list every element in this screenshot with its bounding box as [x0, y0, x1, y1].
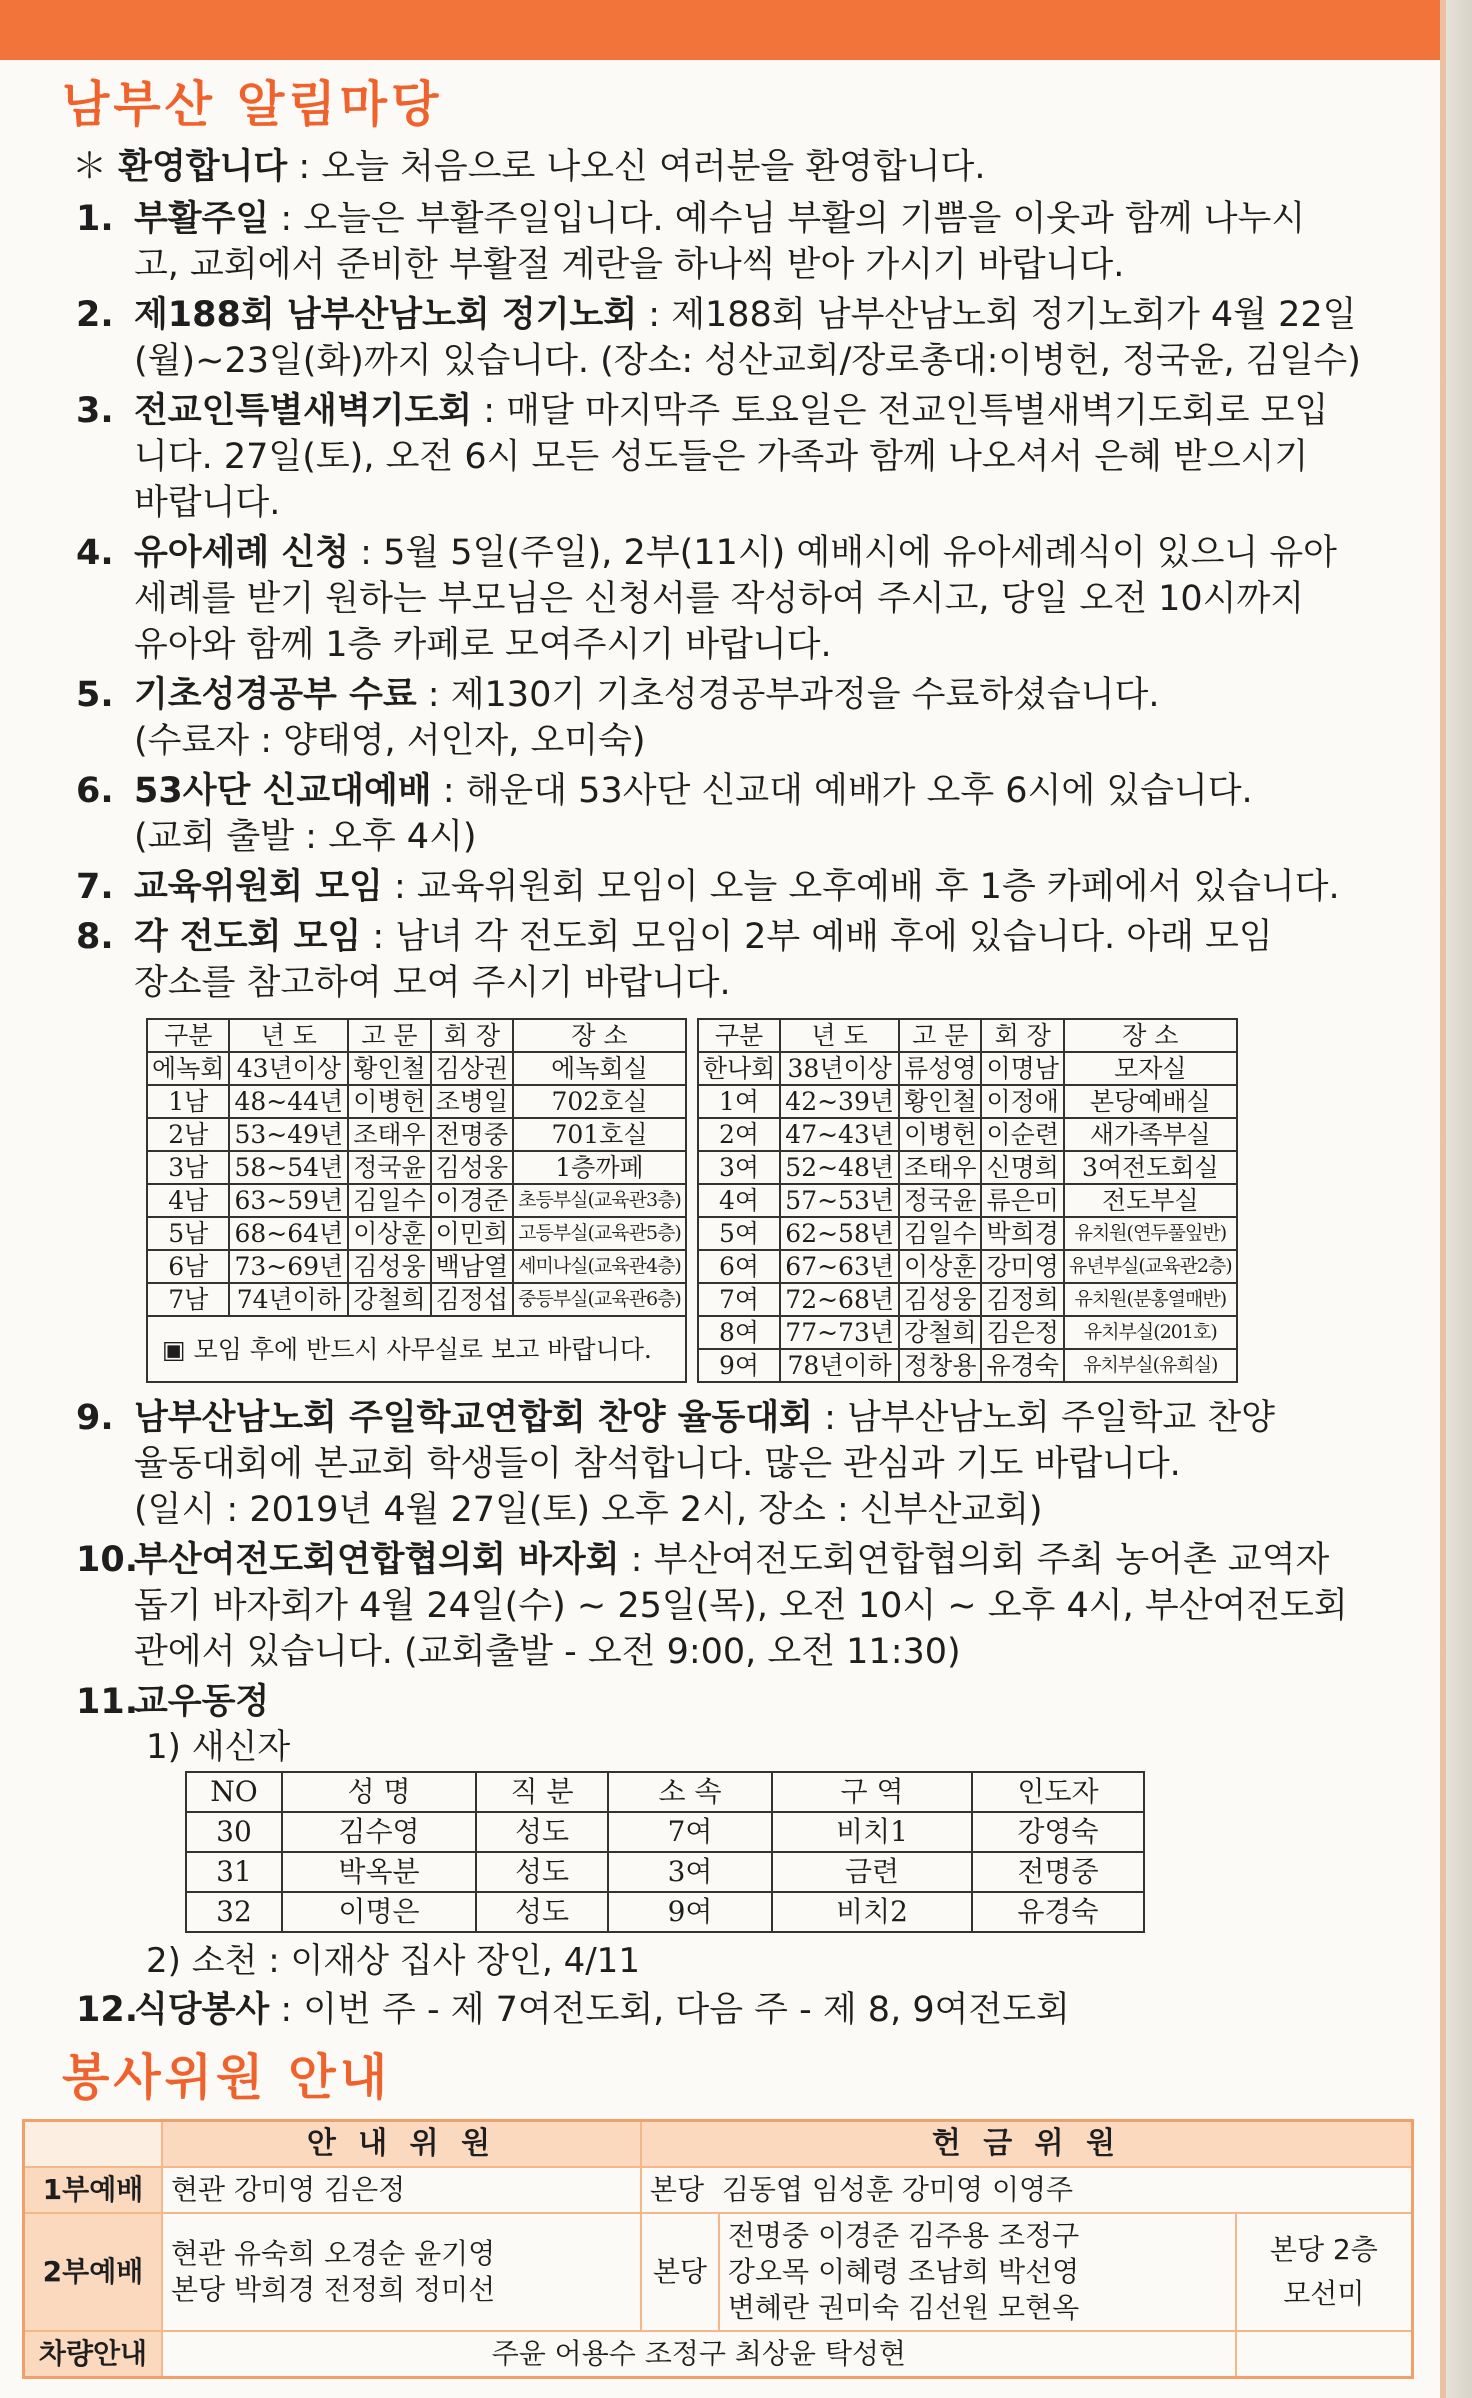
- newcomer-cell: 강영숙: [972, 1812, 1144, 1852]
- notice-items-9-11: [62, 1395, 1382, 1725]
- item-number: 2.: [76, 295, 114, 335]
- newcomer-cell: 9여: [608, 1892, 772, 1932]
- item-head: 식당봉사: [134, 1990, 270, 2030]
- item-text: 제188회 남부산남노회 정기노회가 4월 22일: [671, 295, 1357, 335]
- newcomer-cell: 유경숙: [972, 1892, 1144, 1932]
- meetings-row: [147, 1085, 1237, 1118]
- item-number: 9.: [76, 1398, 114, 1438]
- item-text: 해운대 53사단 신교대 예배가 오후 6시에 있습니다.: [465, 771, 1253, 811]
- item-text: 교육위원회 모임이 오늘 오후예배 후 1층 카페에서 있습니다.: [416, 867, 1340, 907]
- meetings-cell: 1층까페: [513, 1151, 686, 1184]
- meetings-cell: 정창용: [899, 1349, 981, 1382]
- vehicle-names: 주윤 어용수 조정구 최상윤 탁성현: [162, 2331, 1236, 2378]
- meetings-cell: 62~58년: [780, 1217, 899, 1250]
- meetings-cell: 2남: [147, 1118, 229, 1151]
- meetings-cell: 3여: [698, 1151, 780, 1184]
- newcomer-header: NO: [186, 1772, 282, 1812]
- meetings-cell: 이병헌: [348, 1085, 430, 1118]
- meetings-cell: 김정섭: [431, 1283, 513, 1316]
- item-line: 장소를 참고하여 모여 주시기 바랍니다.: [134, 963, 731, 1003]
- meetings-cell: 68~64년: [229, 1217, 348, 1250]
- newcomer-cell: 전명중: [972, 1852, 1144, 1892]
- newcomer-cell: 박옥분: [282, 1852, 476, 1892]
- item-line: [134, 672, 1382, 718]
- row2-place: 본당: [641, 2213, 719, 2331]
- item-text: 부산여전도회연합협의회 주최 농어촌 교역자: [653, 1540, 1330, 1580]
- row-label-1: 1부예배: [24, 2167, 163, 2213]
- meetings-cell: 유년부실(교육관2층): [1064, 1250, 1237, 1283]
- meetings-cell: 1남: [147, 1085, 229, 1118]
- meetings-cell: 중등부실(교육관6층): [513, 1283, 686, 1316]
- meetings-cell: 정국윤: [348, 1151, 430, 1184]
- item-number: 4.: [76, 533, 114, 573]
- meetings-gap: [686, 1085, 698, 1118]
- vehicle-blank: [1236, 2331, 1413, 2378]
- meetings-cell: 유치원(연두풀잎반): [1064, 1217, 1237, 1250]
- notice-item-12: [62, 1987, 1382, 2033]
- meetings-row: [147, 1250, 1237, 1283]
- meetings-cell: 김일수: [899, 1217, 981, 1250]
- notice-item-6: [62, 768, 1382, 860]
- item-line: [134, 196, 1382, 242]
- item-number: 8.: [76, 917, 114, 957]
- meetings-gap: [686, 1316, 698, 1349]
- death-notice: 2) 소천 : 이재상 집사 장인, 4/11: [146, 1941, 640, 1981]
- newcomer-row: [186, 1852, 1144, 1892]
- item-number: 12.: [76, 1990, 139, 2030]
- colon: :: [619, 1540, 654, 1580]
- newcomer-header: 구 역: [772, 1772, 972, 1812]
- newcomer-cell: 금련: [772, 1852, 972, 1892]
- meetings-cell: 78년이하: [780, 1349, 899, 1382]
- item-number: 7.: [76, 867, 114, 907]
- welcome-head: 환영합니다: [118, 147, 288, 187]
- meetings-cell: 702호실: [513, 1085, 686, 1118]
- welcome-line: [72, 142, 1382, 192]
- meetings-row: [147, 1184, 1237, 1217]
- newcomer-label: 1) 새신자: [146, 1727, 291, 1767]
- item-line: [134, 1537, 1382, 1583]
- item-head: 부산여전도회연합협의회 바자회: [134, 1540, 620, 1580]
- newcomer-cell: 3여: [608, 1852, 772, 1892]
- meetings-cell: 6남: [147, 1250, 229, 1283]
- meetings-cell: 4남: [147, 1184, 229, 1217]
- meetings-cell: 김성웅: [431, 1151, 513, 1184]
- meetings-cell: 이민희: [431, 1217, 513, 1250]
- meetings-cell: 42~39년: [780, 1085, 899, 1118]
- newcomer-row: [186, 1892, 1144, 1932]
- meetings-note: [147, 1316, 686, 1382]
- item-head: 기초성경공부 수료: [134, 675, 417, 715]
- notice-item-1: [62, 196, 1382, 288]
- meetings-cell: 김정희: [981, 1283, 1063, 1316]
- row2-offering: [719, 2213, 1236, 2331]
- row1-offering-names: 김동엽 임성훈 강미영 이영주: [721, 2173, 1074, 2206]
- meetings-cell: 유치부실(유희실): [1064, 1349, 1237, 1382]
- meetings-row: [147, 1217, 1237, 1250]
- row2-offering-1: 전명중 이경준 김주용 조정구: [727, 2219, 1080, 2252]
- newcomer-cell: 비치2: [772, 1892, 972, 1932]
- meetings-header: 장 소: [513, 1019, 686, 1052]
- item-line: [134, 914, 1382, 960]
- meetings-cell: 58~54년: [229, 1151, 348, 1184]
- notice-item-7: [62, 864, 1382, 910]
- item-number: 3.: [76, 391, 114, 431]
- meetings-row: [147, 1283, 1237, 1316]
- item-text: 오늘은 부활주일입니다. 예수님 부활의 기쁨을 이웃과 함께 나누시: [303, 199, 1306, 239]
- newcomer-header-row: [186, 1772, 1144, 1812]
- colon: :: [269, 199, 304, 239]
- row2-extra-2: 모선미: [1283, 2277, 1365, 2310]
- item-head: 교육위원회 모임: [134, 867, 383, 907]
- meetings-cell: 이순련: [981, 1118, 1063, 1151]
- meetings-cell: 3남: [147, 1151, 229, 1184]
- notice-item-5: [62, 672, 1382, 764]
- item-line: 바랍니다.: [134, 483, 281, 523]
- newcomer-cell: 32: [186, 1892, 282, 1932]
- asterisk: ＊: [72, 147, 108, 187]
- meetings-cell: 정국윤: [899, 1184, 981, 1217]
- meetings-header: 년 도: [780, 1019, 899, 1052]
- meetings-header: 회 장: [431, 1019, 513, 1052]
- meetings-cell: 류성영: [899, 1052, 981, 1085]
- item-head: 남부산남노회 주일학교연합회 찬양 율동대회: [134, 1398, 813, 1438]
- meetings-gap: [686, 1250, 698, 1283]
- meetings-cell: 김은정: [981, 1316, 1063, 1349]
- note-text: 모임 후에 반드시 사무실로 보고 바랍니다.: [193, 1334, 652, 1364]
- item-number: 10.: [76, 1540, 139, 1580]
- colon: :: [298, 147, 322, 187]
- colon: :: [416, 675, 451, 715]
- meetings-row: [147, 1118, 1237, 1151]
- meetings-gap: [686, 1349, 698, 1382]
- newcomer-cell: 31: [186, 1852, 282, 1892]
- meetings-cell: 4여: [698, 1184, 780, 1217]
- item-text: 남녀 각 전도회 모임이 2부 예배 후에 있습니다. 아래 모임: [395, 917, 1273, 957]
- offering-header: 헌 금 위 원: [641, 2121, 1413, 2168]
- item-text: 5월 5일(주일), 2부(11시) 예배시에 유아세례식이 있으니 유아: [383, 533, 1337, 573]
- item-line: 율동대회에 본교회 학생들이 참석합니다. 많은 관심과 기도 바랍니다.: [134, 1444, 1181, 1484]
- notice-item-12: [62, 1987, 1382, 2033]
- newcomer-cell: 성도: [476, 1812, 608, 1852]
- meetings-cell: 에녹회실: [513, 1052, 686, 1085]
- newcomer-header: 인도자: [972, 1772, 1144, 1812]
- item-line: [134, 1679, 1382, 1725]
- newcomer-header: 소 속: [608, 1772, 772, 1812]
- meetings-cell: 6여: [698, 1250, 780, 1283]
- item-line: (수료자 : 양태영, 서인자, 오미숙): [134, 721, 646, 761]
- newcomer-cell: 30: [186, 1812, 282, 1852]
- row2-guide: [162, 2213, 641, 2331]
- meetings-header: 구분: [147, 1019, 229, 1052]
- notices-title: 남부산 알림마당: [62, 76, 443, 133]
- meetings-cell: 8여: [698, 1316, 780, 1349]
- newcomer-cell: 성도: [476, 1892, 608, 1932]
- meetings-cell: 신명희: [981, 1151, 1063, 1184]
- meetings-cell: 조태우: [899, 1151, 981, 1184]
- meetings-cell: 74년이하: [229, 1283, 348, 1316]
- notice-item-11: [62, 1679, 1382, 1725]
- meetings-cell: 강미영: [981, 1250, 1063, 1283]
- meetings-cell: 유경숙: [981, 1349, 1063, 1382]
- item-head: 부활주일: [134, 199, 270, 239]
- meetings-cell: 조태우: [348, 1118, 430, 1151]
- meetings-row: [147, 1052, 1237, 1085]
- colon: :: [472, 391, 507, 431]
- meetings-cell: 백남열: [431, 1250, 513, 1283]
- item-line: 유아와 함께 1층 카페로 모여주시기 바랍니다.: [134, 625, 832, 665]
- newcomer-cell: 7여: [608, 1812, 772, 1852]
- newcomer-row: [186, 1812, 1144, 1852]
- item-line: 고, 교회에서 준비한 부활절 계란을 하나씩 받아 가시기 바랍니다.: [134, 245, 1125, 285]
- meetings-cell: 김성웅: [899, 1283, 981, 1316]
- item-head: 유아세례 신청: [134, 533, 350, 573]
- meetings-cell: 이상훈: [348, 1217, 430, 1250]
- meetings-cell: 1여: [698, 1085, 780, 1118]
- meetings-cell: 김성웅: [348, 1250, 430, 1283]
- newcomer-cell: 김수영: [282, 1812, 476, 1852]
- meetings-cell: 전도부실: [1064, 1184, 1237, 1217]
- notice-item-9: [62, 1395, 1382, 1533]
- item-line: [134, 1395, 1382, 1441]
- newcomer-cell: 비치1: [772, 1812, 972, 1852]
- meetings-cell: 초등부실(교육관3층): [513, 1184, 686, 1217]
- meetings-header: 고 문: [899, 1019, 981, 1052]
- meetings-cell: 52~48년: [780, 1151, 899, 1184]
- colon: :: [349, 533, 384, 573]
- meetings-cell: 강철희: [899, 1316, 981, 1349]
- meetings-cell: 이상훈: [899, 1250, 981, 1283]
- item-line: [134, 388, 1382, 434]
- meetings-cell: 63~59년: [229, 1184, 348, 1217]
- top-orange-bar: [0, 0, 1440, 60]
- notice-item-10: [62, 1537, 1382, 1675]
- meetings-header: 장 소: [1064, 1019, 1237, 1052]
- item-text: 제130기 기초성경공부과정을 수료하셨습니다.: [450, 675, 1160, 715]
- meetings-cell: 3여전도회실: [1064, 1151, 1237, 1184]
- item-number: 11.: [76, 1682, 139, 1722]
- welcome-text: 오늘 처음으로 나오신 여러분을 환영합니다.: [321, 147, 986, 187]
- item-number: 6.: [76, 771, 114, 811]
- meetings-cell: 72~68년: [780, 1283, 899, 1316]
- meetings-cell: 43년이상: [229, 1052, 348, 1085]
- row2-extra-1: 본당 2층: [1269, 2233, 1378, 2266]
- meetings-cell: 유치원(분홍열매반): [1064, 1283, 1237, 1316]
- meetings-cell: 5남: [147, 1217, 229, 1250]
- note-icon: ▣: [162, 1334, 186, 1364]
- item-head: 교우동정: [134, 1682, 270, 1722]
- item-number: 5.: [76, 675, 114, 715]
- item-line: 세례를 받기 원하는 부모님은 신청서를 작성하여 주시고, 당일 오전 10시까지: [134, 579, 1305, 619]
- meetings-gap: [686, 1184, 698, 1217]
- meetings-cell: 고등부실(교육관5층): [513, 1217, 686, 1250]
- meetings-cell: 황인철: [899, 1085, 981, 1118]
- item-text: 매달 마지막주 토요일은 전교인특별새벽기도회로 모입: [506, 391, 1329, 431]
- item-head: 제188회 남부산남노회 정기노회: [134, 295, 638, 335]
- item-text: 이번 주 - 제 7여전도회, 다음 주 - 제 8, 9여전도회: [303, 1990, 1070, 2030]
- notice-item-8: [62, 914, 1382, 1006]
- item-line: [134, 292, 1382, 338]
- item-number: 1.: [76, 199, 114, 239]
- meetings-cell: 701호실: [513, 1118, 686, 1151]
- item-line: 니다. 27일(토), 오전 6시 모든 성도들은 가족과 함께 나오셔서 은혜 받으시기: [134, 437, 1309, 477]
- guide-header: 안 내 위 원: [162, 2121, 641, 2168]
- meetings-gap: [686, 1217, 698, 1250]
- meetings-table: [146, 1018, 1238, 1383]
- item-line: 관에서 있습니다. (교회출발 - 오전 9:00, 오전 11:30): [134, 1632, 961, 1672]
- meetings-cell: 황인철: [348, 1052, 430, 1085]
- meetings-gap: [686, 1151, 698, 1184]
- item-text: 남부산남노회 주일학교 찬양: [847, 1398, 1275, 1438]
- service-title: 봉사위원 안내: [62, 2049, 392, 2106]
- row2-offering-2: 강오목 이혜령 조남희 박선영: [727, 2255, 1080, 2288]
- meetings-cell: 이명남: [981, 1052, 1063, 1085]
- page-edge: [1440, 0, 1472, 2398]
- meetings-cell: 새가족부실: [1064, 1118, 1237, 1151]
- meetings-gap: [686, 1118, 698, 1151]
- colon: :: [382, 867, 417, 907]
- colon: :: [431, 771, 466, 811]
- row2-extra: [1236, 2213, 1413, 2331]
- meetings-cell: 전명중: [431, 1118, 513, 1151]
- row-label-2: 2부예배: [24, 2213, 163, 2331]
- bulletin-page: [38, 70, 1382, 2379]
- row-label-3: 차량안내: [24, 2331, 163, 2378]
- row2-guide-2: 본당 박희경 전정희 정미선: [171, 2273, 496, 2306]
- meetings-header: 고 문: [348, 1019, 430, 1052]
- meetings-cell: 5여: [698, 1217, 780, 1250]
- item-head: 전교인특별새벽기도회: [134, 391, 473, 431]
- meetings-header: 년 도: [229, 1019, 348, 1052]
- meetings-cell: 2여: [698, 1118, 780, 1151]
- meetings-cell: 47~43년: [780, 1118, 899, 1151]
- meetings-cell: 57~53년: [780, 1184, 899, 1217]
- meetings-cell: 조병일: [431, 1085, 513, 1118]
- meetings-cell: 유치부실(201호): [1064, 1316, 1237, 1349]
- meetings-cell: 세미나실(교육관4층): [513, 1250, 686, 1283]
- colon: :: [269, 1990, 304, 2030]
- meetings-cell: 53~49년: [229, 1118, 348, 1151]
- meetings-header-row: [147, 1019, 1237, 1052]
- row1-guide: 현관 강미영 김은정: [162, 2167, 641, 2213]
- newcomer-cell: 이명은: [282, 1892, 476, 1932]
- colon: :: [361, 917, 396, 957]
- meetings-row: [147, 1316, 1237, 1349]
- meetings-gap: [686, 1019, 698, 1052]
- meetings-cell: 한나회: [698, 1052, 780, 1085]
- item-line: (교회 출발 : 오후 4시): [134, 817, 477, 857]
- item-head: 53사단 신교대예배: [134, 771, 432, 811]
- meetings-cell: 에녹회: [147, 1052, 229, 1085]
- item-line: (월)~23일(화)까지 있습니다. (장소: 성산교회/장로총대:이병헌, 정국윤, 김일수): [134, 341, 1361, 381]
- notice-item-3: [62, 388, 1382, 526]
- meetings-cell: 모자실: [1064, 1052, 1237, 1085]
- row2-offering-3: 변혜란 권미숙 김선원 모현옥: [727, 2291, 1080, 2324]
- item-line: [134, 768, 1382, 814]
- newcomer-header: 직 분: [476, 1772, 608, 1812]
- meetings-cell: 이병헌: [899, 1118, 981, 1151]
- meetings-cell: 류은미: [981, 1184, 1063, 1217]
- item-line: [134, 864, 1382, 910]
- meetings-cell: 7남: [147, 1283, 229, 1316]
- meetings-gap: [686, 1283, 698, 1316]
- meetings-cell: 이경준: [431, 1184, 513, 1217]
- meetings-cell: 9여: [698, 1349, 780, 1382]
- row1-place: 본당: [649, 2173, 705, 2206]
- colon: :: [812, 1398, 847, 1438]
- service-corner: [24, 2121, 163, 2168]
- meetings-cell: 38년이상: [780, 1052, 899, 1085]
- meetings-cell: 73~69년: [229, 1250, 348, 1283]
- meetings-header: 회 장: [981, 1019, 1063, 1052]
- item-line: [134, 530, 1382, 576]
- meetings-cell: 7여: [698, 1283, 780, 1316]
- meetings-cell: 48~44년: [229, 1085, 348, 1118]
- item-line: [134, 1987, 1382, 2033]
- row2-guide-1: 현관 유숙희 오경순 윤기영: [171, 2237, 496, 2270]
- meetings-gap: [686, 1052, 698, 1085]
- row1-offering: [641, 2167, 1413, 2213]
- item-line: (일시 : 2019년 4월 27일(토) 오후 2시, 장소 : 신부산교회): [134, 1490, 1043, 1530]
- meetings-row: [147, 1151, 1237, 1184]
- meetings-cell: 본당예배실: [1064, 1085, 1237, 1118]
- meetings-cell: 이정애: [981, 1085, 1063, 1118]
- meetings-cell: 김상권: [431, 1052, 513, 1085]
- notice-item-4: [62, 530, 1382, 668]
- service-table: [22, 2119, 1414, 2379]
- meetings-cell: 강철희: [348, 1283, 430, 1316]
- meetings-cell: 김일수: [348, 1184, 430, 1217]
- meetings-cell: 박희경: [981, 1217, 1063, 1250]
- meetings-cell: 77~73년: [780, 1316, 899, 1349]
- page-edge-strip: [1440, 0, 1446, 2398]
- notice-item-2: [62, 292, 1382, 384]
- colon: :: [637, 295, 672, 335]
- newcomer-header: 성 명: [282, 1772, 476, 1812]
- meetings-cell: 67~63년: [780, 1250, 899, 1283]
- newcomer-cell: 성도: [476, 1852, 608, 1892]
- item-head: 각 전도회 모임: [134, 917, 362, 957]
- newcomer-table: [185, 1771, 1145, 1933]
- notice-items-1-8: [62, 196, 1382, 1006]
- item-line: 돕기 바자회가 4월 24일(수) ~ 25일(목), 오전 10시 ~ 오후 4시, 부산여전도회: [134, 1586, 1348, 1626]
- meetings-header: 구분: [698, 1019, 780, 1052]
